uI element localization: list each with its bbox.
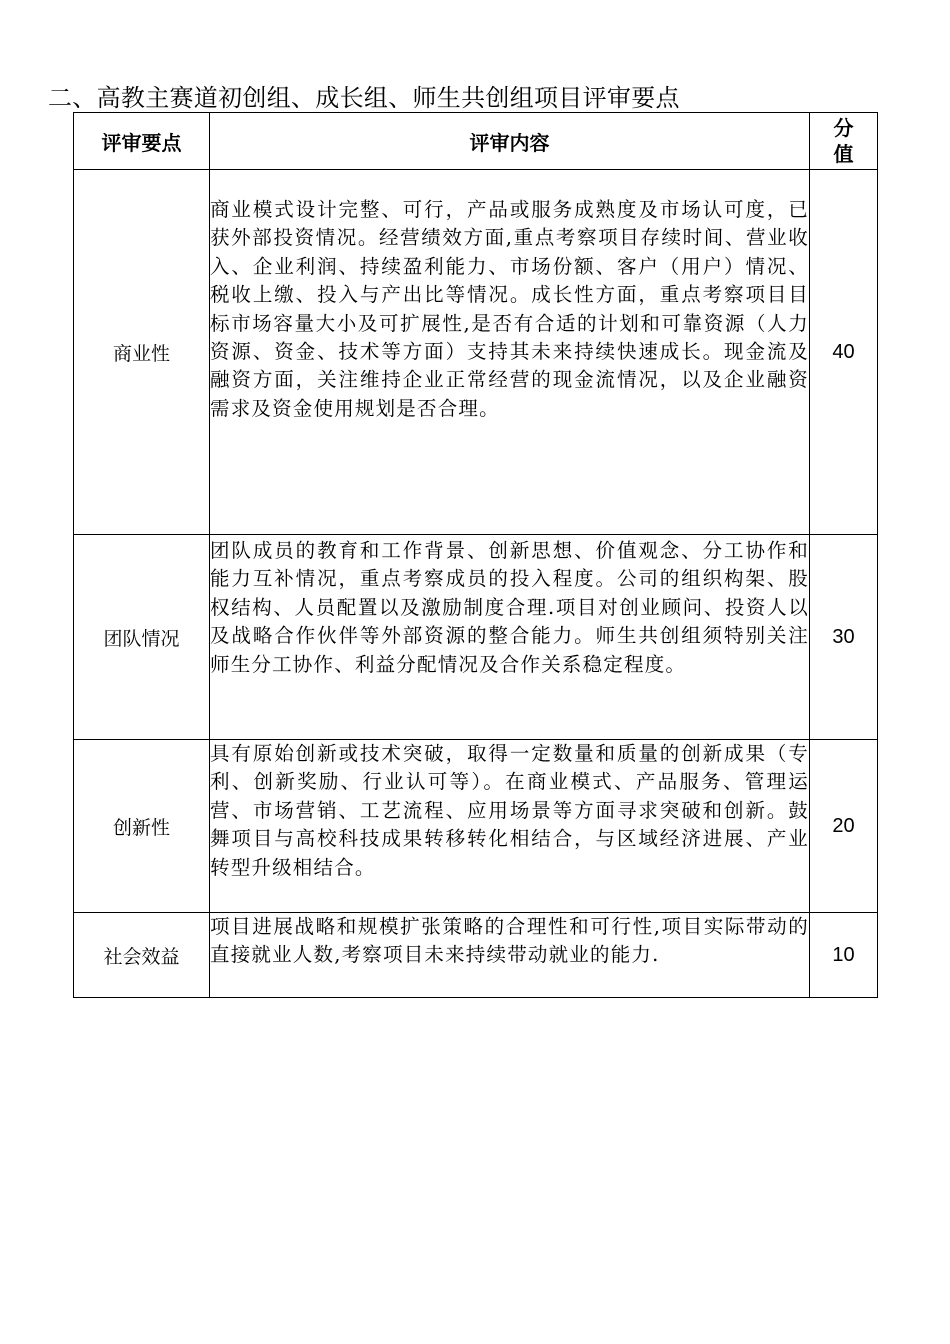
- header-point: 评审要点: [74, 113, 210, 170]
- criterion-content: 具有原始创新或技术突破，取得一定数量和质量的创新成果（专利、创新奖励、行业认可等）。在商业模式、产品服务、管理运营、市场营销、工艺流程、应用场景等方面寻求突破和创新。鼓舞项目与高校科技成果转移转化相结合，与区域经济进展、产业转型升级相结合。: [210, 740, 810, 913]
- criterion-name: 团队情况: [74, 535, 210, 740]
- criterion-name: 社会效益: [74, 913, 210, 998]
- criterion-score: 40: [810, 170, 878, 535]
- criterion-content: 商业模式设计完整、可行，产品或服务成熟度及市场认可度，已获外部投资情况。经营绩效方面,重点考察项目存续时间、营业收入、企业利润、持续盈利能力、市场份额、客户（用户）情况、税收上缴、投入与产出比等情况。成长性方面，重点考察项目目标市场容量大小及可扩展性,是否有合适的计划和可靠资源（人力资源、资金、技术等方面）支持其未来持续快速成长。现金流及融资方面，关注维持企业正常经营的现金流情况，以及企业融资需求及资金使用规划是否合理。: [210, 170, 810, 535]
- table-row: [74, 913, 878, 998]
- table-row: [74, 535, 878, 740]
- criterion-score: 10: [810, 913, 878, 998]
- criterion-name: 创新性: [74, 740, 210, 913]
- criterion-content: 团队成员的教育和工作背景、创新思想、价值观念、分工协作和能力互补情况，重点考察成员的投入程度。公司的组织构架、股权结构、人员配置以及激励制度合理.项目对创业顾问、投资人以及战略合作伙伴等外部资源的整合能力。师生共创组须特别关注师生分工协作、利益分配情况及合作关系稳定程度。: [210, 535, 810, 740]
- criterion-score: 20: [810, 740, 878, 913]
- table-row: [74, 170, 878, 535]
- table-header-row: [74, 113, 878, 170]
- header-score: [810, 113, 878, 170]
- evaluation-criteria-table: [73, 112, 878, 998]
- table-row: [74, 740, 878, 913]
- header-score-label: 分 值: [833, 116, 854, 166]
- criterion-content: 项目进展战略和规模扩张策略的合理性和可行性,项目实际带动的直接就业人数,考察项目未来持续带动就业的能力.: [210, 913, 810, 998]
- page-title: 二、高教主赛道初创组、成长组、师生共创组项目评审要点: [48, 84, 680, 112]
- criterion-score: 30: [810, 535, 878, 740]
- header-content: 评审内容: [210, 113, 810, 170]
- criterion-name: 商业性: [74, 170, 210, 535]
